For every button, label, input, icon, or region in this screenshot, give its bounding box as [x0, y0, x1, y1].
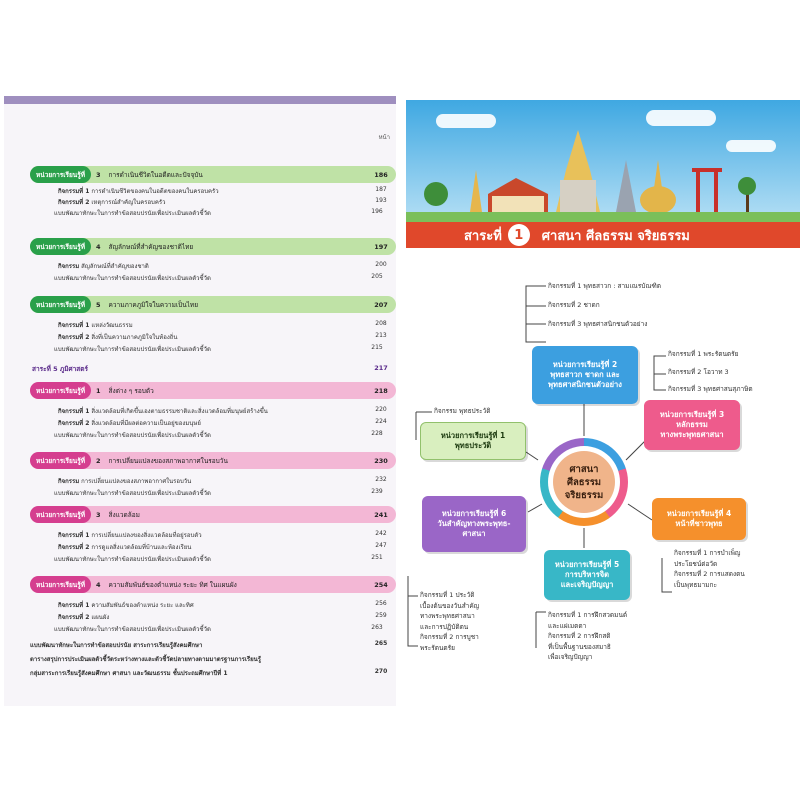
toc-row: แบบพัฒนาทักษะในการทำข้อสอบปรนัยเพื่อประเมินผลตัวชี้วัด 251 — [54, 554, 383, 563]
toc-row: กิจกรรม สัญลักษณ์ที่สำคัญของชาติ 200 — [58, 261, 387, 270]
toc-row: แบบพัฒนาทักษะในการทำข้อสอบปรนัยเพื่อประเมินผลตัวชี้วัด 205 — [54, 273, 383, 282]
node-line: พุทธสาวก ชาดก และ — [550, 370, 620, 379]
unit-node-2 — [532, 346, 638, 404]
unit-node-3 — [644, 400, 740, 450]
activity-u4-line: กิจกรรมที่ 2 การแสดงตน — [674, 570, 745, 578]
banner-subject: ศาสนา ศีลธรรม จริยธรรม — [541, 228, 690, 244]
node-line: หลักธรรม — [676, 420, 708, 429]
banner-number: 1 — [508, 224, 530, 246]
toc-unit-geo-3 — [30, 506, 396, 523]
node-line: หน่วยการเรียนรู้ที่ 4 — [666, 509, 732, 518]
toc-row: แบบพัฒนาทักษะในการทำข้อสอบปรนัยเพื่อประเมินผลตัวชี้วัด 263 — [54, 624, 383, 633]
page-edge — [4, 96, 396, 104]
unit-tag: หน่วยการเรียนรู้ที่ — [30, 238, 91, 255]
unit-page: 207 — [374, 300, 388, 309]
unit-number: 4 — [96, 580, 101, 589]
activity-u6-line: และการปฏิบัติตน — [420, 622, 469, 631]
unit-tag: หน่วยการเรียนรู้ที่ — [30, 296, 91, 313]
toc-row: กิจกรรมที่ 2 การดูแลสิ่งแวดล้อมที่บ้านและห้องเรียน 247 — [58, 542, 387, 551]
node-line: วันสำคัญทางพระพุทธ- — [437, 519, 511, 528]
toc-row: กิจกรรมที่ 1 การดำเนินชีวิตของคนในอดีตของคนในครอบครัว 187 — [58, 186, 387, 195]
unit-node-5 — [544, 550, 630, 600]
unit-number: 5 — [96, 300, 101, 309]
node-line: พุทธประวัติ — [454, 441, 492, 450]
activity-u6-line: กิจกรรมที่ 2 การบูชา — [420, 633, 479, 641]
toc-row: แบบพัฒนาทักษะในการทำข้อสอบปรนัยเพื่อประเมินผลตัวชี้วัด 239 — [54, 488, 383, 497]
unit-node-1 — [420, 422, 526, 460]
left-page-table-of-contents — [4, 96, 396, 706]
unit-page: 254 — [374, 580, 388, 589]
toc-unit-3 — [30, 166, 396, 183]
activity-u6-line: พระรัตนตรัย — [420, 643, 455, 652]
activity-u4 — [674, 548, 745, 590]
unit-tag: หน่วยการเรียนรู้ที่ — [30, 576, 91, 593]
activity-u5-line: และแผ่เมตตา — [548, 621, 587, 630]
toc-row: กิจกรรมที่ 1 การเปลี่ยนแปลงของสิ่งแวดล้อมที่อยู่รอบตัว 242 — [58, 530, 387, 539]
center-line: ศีลธรรม — [566, 476, 602, 488]
unit-number: 4 — [96, 242, 101, 251]
node-line: ทางพระพุทธศาสนา — [660, 430, 724, 439]
activity-u2-1: กิจกรรมที่ 1 พุทธสาวก : สามเณรบัณฑิต — [548, 282, 661, 290]
unit-page: 241 — [374, 510, 388, 519]
node-line: หน่วยการเรียนรู้ที่ 3 — [659, 410, 725, 419]
toc-row: แบบพัฒนาทักษะในการทำข้อสอบปรนัยเพื่อประเมินผลตัวชี้วัด 228 — [54, 430, 383, 439]
unit-title: การดำเนินชีวิตในอดีตและปัจจุบัน — [108, 170, 203, 179]
node-line: และเจริญปัญญา — [560, 580, 614, 589]
unit-title: สัญลักษณ์ที่สำคัญของชาติไทย — [108, 242, 194, 251]
unit-title: ความภาคภูมิใจในความเป็นไทย — [108, 300, 199, 309]
page-header-fragment: หน้า — [378, 134, 390, 141]
activity-u5 — [548, 610, 627, 663]
toc-unit-geo-4 — [30, 576, 396, 593]
unit-title: การเปลี่ยนแปลงของสภาพอากาศในรอบวัน — [108, 456, 228, 465]
activity-u5-line: เพื่อเจริญปัญญา — [548, 653, 593, 661]
unit-page: 230 — [374, 456, 388, 465]
toc-row: แบบพัฒนาทักษะในการทำข้อสอบปรนัยเพื่อประเมินผลตัวชี้วัด 196 — [54, 208, 383, 217]
unit-page: 186 — [374, 170, 388, 179]
unit-tag: หน่วยการเรียนรู้ที่ — [30, 166, 91, 183]
subject-heading: สาระที่ 5 ภูมิศาสตร์ 217 — [32, 364, 388, 373]
toc-footer-row: กลุ่มสาระการเรียนรู้สังคมศึกษา ศาสนา และวัฒนธรรม ชั้นประถมศึกษาปีที่ 1 270 — [30, 668, 388, 677]
toc-row: กิจกรรมที่ 1 แหล่งวัฒนธรรม 208 — [58, 320, 387, 329]
mindmap-center — [553, 451, 615, 513]
toc-unit-5 — [30, 296, 396, 313]
right-page-mindmap — [396, 100, 800, 700]
activity-u2-3: กิจกรรมที่ 3 พุทธศาสนิกชนตัวอย่าง — [548, 320, 648, 328]
activity-u6-line: กิจกรรมที่ 1 ประวัติ — [420, 591, 475, 599]
center-line: จริยธรรม — [564, 489, 604, 501]
toc-row: กิจกรรมที่ 1 ความสัมพันธ์ของตำแหน่ง ระยะ และทิศ 256 — [58, 600, 387, 609]
node-line: หน่วยการเรียนรู้ที่ 6 — [441, 509, 507, 518]
toc-row: กิจกรรม การเปลี่ยนแปลงของสภาพอากาศในรอบวัน 232 — [58, 476, 387, 485]
toc-footer-row: แบบพัฒนาทักษะในการทำข้อสอบปรนัย สาระการเรียนรู้สังคมศึกษา 265 — [30, 640, 388, 649]
unit-tag: หน่วยการเรียนรู้ที่ — [30, 506, 91, 523]
toc-row: กิจกรรมที่ 2 แผนผัง 259 — [58, 612, 387, 621]
unit-number: 3 — [96, 170, 101, 179]
toc-row: กิจกรรมที่ 2 เหตุการณ์สำคัญในครอบครัว 193 — [58, 197, 387, 206]
unit-number: 1 — [96, 386, 101, 395]
toc-footer-row: ตารางสรุปการประเมินผลตัวชี้วัดระหว่างทางและตัวชี้วัดปลายทางตามมาตรฐานการเรียนรู้ — [30, 656, 261, 663]
node-line: หน่วยการเรียนรู้ที่ 2 — [552, 360, 618, 369]
toc-unit-geo-2 — [30, 452, 396, 469]
toc-row: แบบพัฒนาทักษะในการทำข้อสอบปรนัยเพื่อประเมินผลตัวชี้วัด 215 — [54, 344, 383, 353]
activity-u5-line: กิจกรรมที่ 1 การฝึกสวดมนต์ — [548, 611, 628, 619]
activity-u6-line: เบื้องต้นของวันสำคัญ — [420, 601, 480, 610]
unit-number: 3 — [96, 510, 101, 519]
toc-row: กิจกรรมที่ 2 สิ่งแวดล้อมที่มีผลต่อความเป็นอยู่ของมนุษย์ 224 — [58, 418, 387, 427]
node-line: พุทธศาสนิกชนตัวอย่าง — [548, 380, 622, 389]
activity-u2-2: กิจกรรมที่ 2 ชาดก — [548, 301, 600, 309]
unit-tag: หน่วยการเรียนรู้ที่ — [30, 382, 91, 399]
activity-u3-2: กิจกรรมที่ 2 โอวาท 3 — [668, 368, 729, 376]
unit-tag: หน่วยการเรียนรู้ที่ — [30, 452, 91, 469]
node-line: หน่วยการเรียนรู้ที่ 1 — [440, 431, 506, 440]
toc-row: กิจกรรมที่ 1 สิ่งแวดล้อมที่เกิดขึ้นเองตามธรรมชาติและสิ่งแวดล้อมที่มนุษย์สร้างขึ้น 220 — [58, 406, 387, 415]
activity-u5-line: กิจกรรมที่ 2 การฝึกสติ — [548, 632, 611, 640]
center-line: ศาสนา — [569, 463, 599, 475]
unit-title: สิ่งแวดล้อม — [108, 510, 140, 519]
toc-unit-4 — [30, 238, 396, 255]
unit-title: ความสัมพันธ์ของตำแหน่ง ระยะ ทิศ ในแผนผัง — [108, 580, 237, 589]
activity-u3-1: กิจกรรมที่ 1 พระรัตนตรัย — [668, 350, 739, 358]
node-line: ศาสนา — [462, 529, 486, 538]
unit-title: สิ่งต่าง ๆ รอบตัว — [108, 386, 154, 395]
node-line: การบริหารจิต — [564, 570, 610, 579]
unit-page: 197 — [374, 242, 388, 251]
unit-number: 2 — [96, 456, 101, 465]
unit-node-4 — [652, 498, 746, 540]
toc-row: กิจกรรมที่ 2 สิ่งที่เป็นความภาคภูมิใจในท้องถิ่น 213 — [58, 332, 387, 341]
activity-u4-line: เป็นพุทธมามกะ — [674, 580, 717, 589]
activity-u6 — [420, 590, 479, 653]
activity-u6-line: ทางพระพุทธศาสนา — [420, 612, 475, 620]
unit-node-6 — [422, 496, 526, 552]
toc-unit-geo-1 — [30, 382, 396, 399]
node-line: หน้าที่ชาวพุทธ — [675, 519, 723, 528]
node-line: หน่วยการเรียนรู้ที่ 5 — [554, 560, 620, 569]
activity-u5-line: ที่เป็นพื้นฐานของสมาธิ — [548, 642, 611, 651]
unit-page: 218 — [374, 386, 388, 395]
banner-prefix: สาระที่ — [464, 228, 502, 244]
activity-u4-line: กิจกรรมที่ 1 การบำเพ็ญ — [674, 549, 741, 557]
activity-u3-3: กิจกรรมที่ 3 พุทธศาสนสุภาษิต — [668, 385, 753, 393]
activity-u4-line: ประโยชน์ต่อวัด — [674, 559, 718, 568]
activity-u1-1: กิจกรรม พุทธประวัติ — [434, 407, 491, 415]
